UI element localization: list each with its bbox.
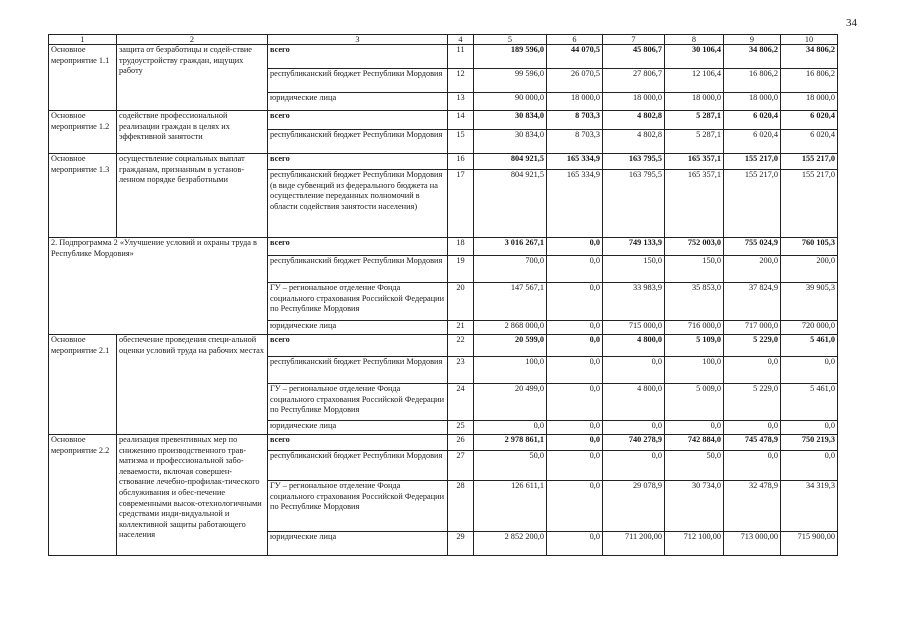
amount-cell: 0,0 <box>547 335 603 357</box>
amount-cell: 30 106,4 <box>665 45 724 69</box>
amount-cell: 189 596,0 <box>474 45 547 69</box>
amount-cell: 34 806,2 <box>724 45 781 69</box>
column-number-row <box>49 35 838 45</box>
funding-source: ГУ – региональное отделение Фонда социального страхования Российской Федерации по Республике Мордовия <box>268 283 448 321</box>
amount-cell: 12 106,4 <box>665 69 724 93</box>
funding-source: республиканский бюджет Республики Мордовия <box>268 357 448 384</box>
amount-cell: 720 000,0 <box>781 321 838 335</box>
amount-cell: 90 000,0 <box>474 93 547 111</box>
amount-cell: 0,0 <box>547 357 603 384</box>
table-row <box>49 238 838 256</box>
row-number: 20 <box>448 283 474 321</box>
activity-description: содействие профессиональной реализации граждан в целях их эффективной занятости <box>117 111 268 154</box>
amount-cell: 26 070,5 <box>547 69 603 93</box>
table-row <box>49 435 838 451</box>
amount-cell: 35 853,0 <box>665 283 724 321</box>
amount-cell: 29 078,9 <box>603 481 665 532</box>
row-number: 28 <box>448 481 474 532</box>
activity-label: Основное мероприятие 1.1 <box>49 45 117 111</box>
amount-cell: 18 000,0 <box>781 93 838 111</box>
amount-cell: 18 000,0 <box>665 93 724 111</box>
funding-source: всего <box>268 154 448 170</box>
amount-cell: 0,0 <box>547 256 603 283</box>
amount-cell: 6 020,4 <box>781 130 838 154</box>
amount-cell: 2 852 200,0 <box>474 532 547 556</box>
amount-cell: 34 806,2 <box>781 45 838 69</box>
amount-cell: 100,0 <box>474 357 547 384</box>
row-number: 22 <box>448 335 474 357</box>
amount-cell: 6 020,4 <box>724 130 781 154</box>
amount-cell: 0,0 <box>603 357 665 384</box>
amount-cell: 99 596,0 <box>474 69 547 93</box>
budget-table <box>48 34 838 556</box>
amount-cell: 0,0 <box>724 357 781 384</box>
amount-cell: 147 567,1 <box>474 283 547 321</box>
amount-cell: 20 499,0 <box>474 384 547 421</box>
amount-cell: 155 217,0 <box>724 154 781 170</box>
amount-cell: 155 217,0 <box>724 170 781 238</box>
amount-cell: 715 900,00 <box>781 532 838 556</box>
amount-cell: 45 806,7 <box>603 45 665 69</box>
amount-cell: 5 009,0 <box>665 384 724 421</box>
amount-cell: 0,0 <box>474 421 547 435</box>
funding-source: юридические лица <box>268 421 448 435</box>
funding-source: всего <box>268 111 448 130</box>
amount-cell: 5 287,1 <box>665 111 724 130</box>
funding-source: всего <box>268 238 448 256</box>
amount-cell: 712 100,00 <box>665 532 724 556</box>
row-number: 15 <box>448 130 474 154</box>
amount-cell: 5 109,0 <box>665 335 724 357</box>
amount-cell: 50,0 <box>474 451 547 481</box>
activity-description: обеспечение проведения специ-альной оценки условий труда на рабочих местах <box>117 335 268 435</box>
column-number: 6 <box>547 35 603 45</box>
funding-source: республиканский бюджет Республики Мордовия <box>268 451 448 481</box>
amount-cell: 711 200,00 <box>603 532 665 556</box>
funding-source: всего <box>268 45 448 69</box>
amount-cell: 2 868 000,0 <box>474 321 547 335</box>
amount-cell: 0,0 <box>547 532 603 556</box>
table-row <box>49 154 838 170</box>
amount-cell: 32 478,9 <box>724 481 781 532</box>
amount-cell: 0,0 <box>547 283 603 321</box>
activity-description: осуществление социальных выплат гражданам, признанным в установ-ленном порядке безработными <box>117 154 268 238</box>
amount-cell: 0,0 <box>724 451 781 481</box>
amount-cell: 16 806,2 <box>781 69 838 93</box>
amount-cell: 740 278,9 <box>603 435 665 451</box>
amount-cell: 0,0 <box>781 421 838 435</box>
page-number: 34 <box>846 17 857 29</box>
amount-cell: 0,0 <box>547 384 603 421</box>
amount-cell: 6 020,4 <box>781 111 838 130</box>
activity-label: Основное мероприятие 2.2 <box>49 435 117 556</box>
amount-cell: 200,0 <box>724 256 781 283</box>
amount-cell: 155 217,0 <box>781 170 838 238</box>
column-number: 4 <box>448 35 474 45</box>
row-number: 24 <box>448 384 474 421</box>
amount-cell: 755 024,9 <box>724 238 781 256</box>
amount-cell: 165 357,1 <box>665 154 724 170</box>
funding-source: ГУ – региональное отделение Фонда социального страхования Российской Федерации по Республике Мордовия <box>268 481 448 532</box>
amount-cell: 4 802,8 <box>603 130 665 154</box>
activity-label: Основное мероприятие 1.3 <box>49 154 117 238</box>
amount-cell: 100,0 <box>665 357 724 384</box>
amount-cell: 5 461,0 <box>781 335 838 357</box>
amount-cell: 163 795,5 <box>603 170 665 238</box>
funding-source: республиканский бюджет Республики Мордовия (в виде субвенций из федерального бюджета на осуществление переданных полномочий в области содействия занятости населения) <box>268 170 448 238</box>
amount-cell: 0,0 <box>781 357 838 384</box>
amount-cell: 742 884,0 <box>665 435 724 451</box>
amount-cell: 39 905,3 <box>781 283 838 321</box>
budget-table-wrap <box>48 34 838 556</box>
amount-cell: 0,0 <box>547 481 603 532</box>
row-number: 17 <box>448 170 474 238</box>
amount-cell: 0,0 <box>547 435 603 451</box>
column-number: 8 <box>665 35 724 45</box>
subprogram-title: 2. Подпрограмма 2 «Улучшение условий и охраны труда в Республике Мордовия» <box>49 238 268 335</box>
amount-cell: 16 806,2 <box>724 69 781 93</box>
amount-cell: 150,0 <box>603 256 665 283</box>
amount-cell: 200,0 <box>781 256 838 283</box>
amount-cell: 5 461,0 <box>781 384 838 421</box>
row-number: 19 <box>448 256 474 283</box>
amount-cell: 30 834,0 <box>474 130 547 154</box>
amount-cell: 50,0 <box>665 451 724 481</box>
funding-source: республиканский бюджет Республики Мордовия <box>268 256 448 283</box>
activity-description: реализация превентивных мер по снижению производственного трав-матизма и профессиональной забо-леваемости, включая совершен-ствование лечебно-профилак-тического обслуживания и обес-печение современными высок-отехнологичными средствами инди-видуальной и коллективной защиты работающего населения <box>117 435 268 556</box>
table-body <box>49 35 838 556</box>
row-number: 12 <box>448 69 474 93</box>
amount-cell: 750 219,3 <box>781 435 838 451</box>
amount-cell: 27 806,7 <box>603 69 665 93</box>
row-number: 25 <box>448 421 474 435</box>
amount-cell: 165 357,1 <box>665 170 724 238</box>
amount-cell: 0,0 <box>603 451 665 481</box>
amount-cell: 3 016 267,1 <box>474 238 547 256</box>
amount-cell: 20 599,0 <box>474 335 547 357</box>
amount-cell: 4 800,0 <box>603 335 665 357</box>
amount-cell: 163 795,5 <box>603 154 665 170</box>
amount-cell: 5 287,1 <box>665 130 724 154</box>
amount-cell: 4 800,0 <box>603 384 665 421</box>
amount-cell: 0,0 <box>547 421 603 435</box>
row-number: 21 <box>448 321 474 335</box>
amount-cell: 34 319,3 <box>781 481 838 532</box>
amount-cell: 0,0 <box>547 321 603 335</box>
table-row <box>49 335 838 357</box>
amount-cell: 8 703,3 <box>547 130 603 154</box>
amount-cell: 749 133,9 <box>603 238 665 256</box>
amount-cell: 716 000,0 <box>665 321 724 335</box>
column-number: 3 <box>268 35 448 45</box>
column-number: 2 <box>117 35 268 45</box>
funding-source: всего <box>268 335 448 357</box>
row-number: 26 <box>448 435 474 451</box>
amount-cell: 18 000,0 <box>603 93 665 111</box>
amount-cell: 713 000,00 <box>724 532 781 556</box>
amount-cell: 30 834,0 <box>474 111 547 130</box>
amount-cell: 760 105,3 <box>781 238 838 256</box>
row-number: 29 <box>448 532 474 556</box>
amount-cell: 5 229,0 <box>724 384 781 421</box>
amount-cell: 717 000,0 <box>724 321 781 335</box>
column-number: 5 <box>474 35 547 45</box>
amount-cell: 804 921,5 <box>474 170 547 238</box>
row-number: 16 <box>448 154 474 170</box>
amount-cell: 8 703,3 <box>547 111 603 130</box>
row-number: 13 <box>448 93 474 111</box>
funding-source: ГУ – региональное отделение Фонда социального страхования Российской Федерации по Республике Мордовия <box>268 384 448 421</box>
amount-cell: 18 000,0 <box>547 93 603 111</box>
amount-cell: 715 000,0 <box>603 321 665 335</box>
funding-source: республиканский бюджет Республики Мордовия <box>268 130 448 154</box>
activity-label: Основное мероприятие 1.2 <box>49 111 117 154</box>
row-number: 14 <box>448 111 474 130</box>
amount-cell: 6 020,4 <box>724 111 781 130</box>
row-number: 27 <box>448 451 474 481</box>
amount-cell: 165 334,9 <box>547 154 603 170</box>
funding-source: всего <box>268 435 448 451</box>
amount-cell: 804 921,5 <box>474 154 547 170</box>
activity-label: Основное мероприятие 2.1 <box>49 335 117 435</box>
column-number: 7 <box>603 35 665 45</box>
amount-cell: 18 000,0 <box>724 93 781 111</box>
column-number: 9 <box>724 35 781 45</box>
amount-cell: 126 611,1 <box>474 481 547 532</box>
row-number: 11 <box>448 45 474 69</box>
amount-cell: 0,0 <box>547 451 603 481</box>
amount-cell: 155 217,0 <box>781 154 838 170</box>
amount-cell: 2 978 861,1 <box>474 435 547 451</box>
funding-source: республиканский бюджет Республики Мордовия <box>268 69 448 93</box>
amount-cell: 5 229,0 <box>724 335 781 357</box>
column-number: 10 <box>781 35 838 45</box>
table-row <box>49 45 838 69</box>
funding-source: юридические лица <box>268 532 448 556</box>
amount-cell: 0,0 <box>665 421 724 435</box>
amount-cell: 150,0 <box>665 256 724 283</box>
amount-cell: 0,0 <box>781 451 838 481</box>
amount-cell: 752 003,0 <box>665 238 724 256</box>
column-number: 1 <box>49 35 117 45</box>
amount-cell: 44 070,5 <box>547 45 603 69</box>
amount-cell: 30 734,0 <box>665 481 724 532</box>
table-row <box>49 111 838 130</box>
row-number: 18 <box>448 238 474 256</box>
amount-cell: 0,0 <box>547 238 603 256</box>
amount-cell: 0,0 <box>724 421 781 435</box>
activity-description: защита от безработицы и содей-ствие трудоустройству граждан, ищущих работу <box>117 45 268 111</box>
funding-source: юридические лица <box>268 93 448 111</box>
amount-cell: 700,0 <box>474 256 547 283</box>
funding-source: юридические лица <box>268 321 448 335</box>
amount-cell: 0,0 <box>603 421 665 435</box>
amount-cell: 745 478,9 <box>724 435 781 451</box>
amount-cell: 4 802,8 <box>603 111 665 130</box>
row-number: 23 <box>448 357 474 384</box>
amount-cell: 165 334,9 <box>547 170 603 238</box>
amount-cell: 37 824,9 <box>724 283 781 321</box>
amount-cell: 33 983,9 <box>603 283 665 321</box>
